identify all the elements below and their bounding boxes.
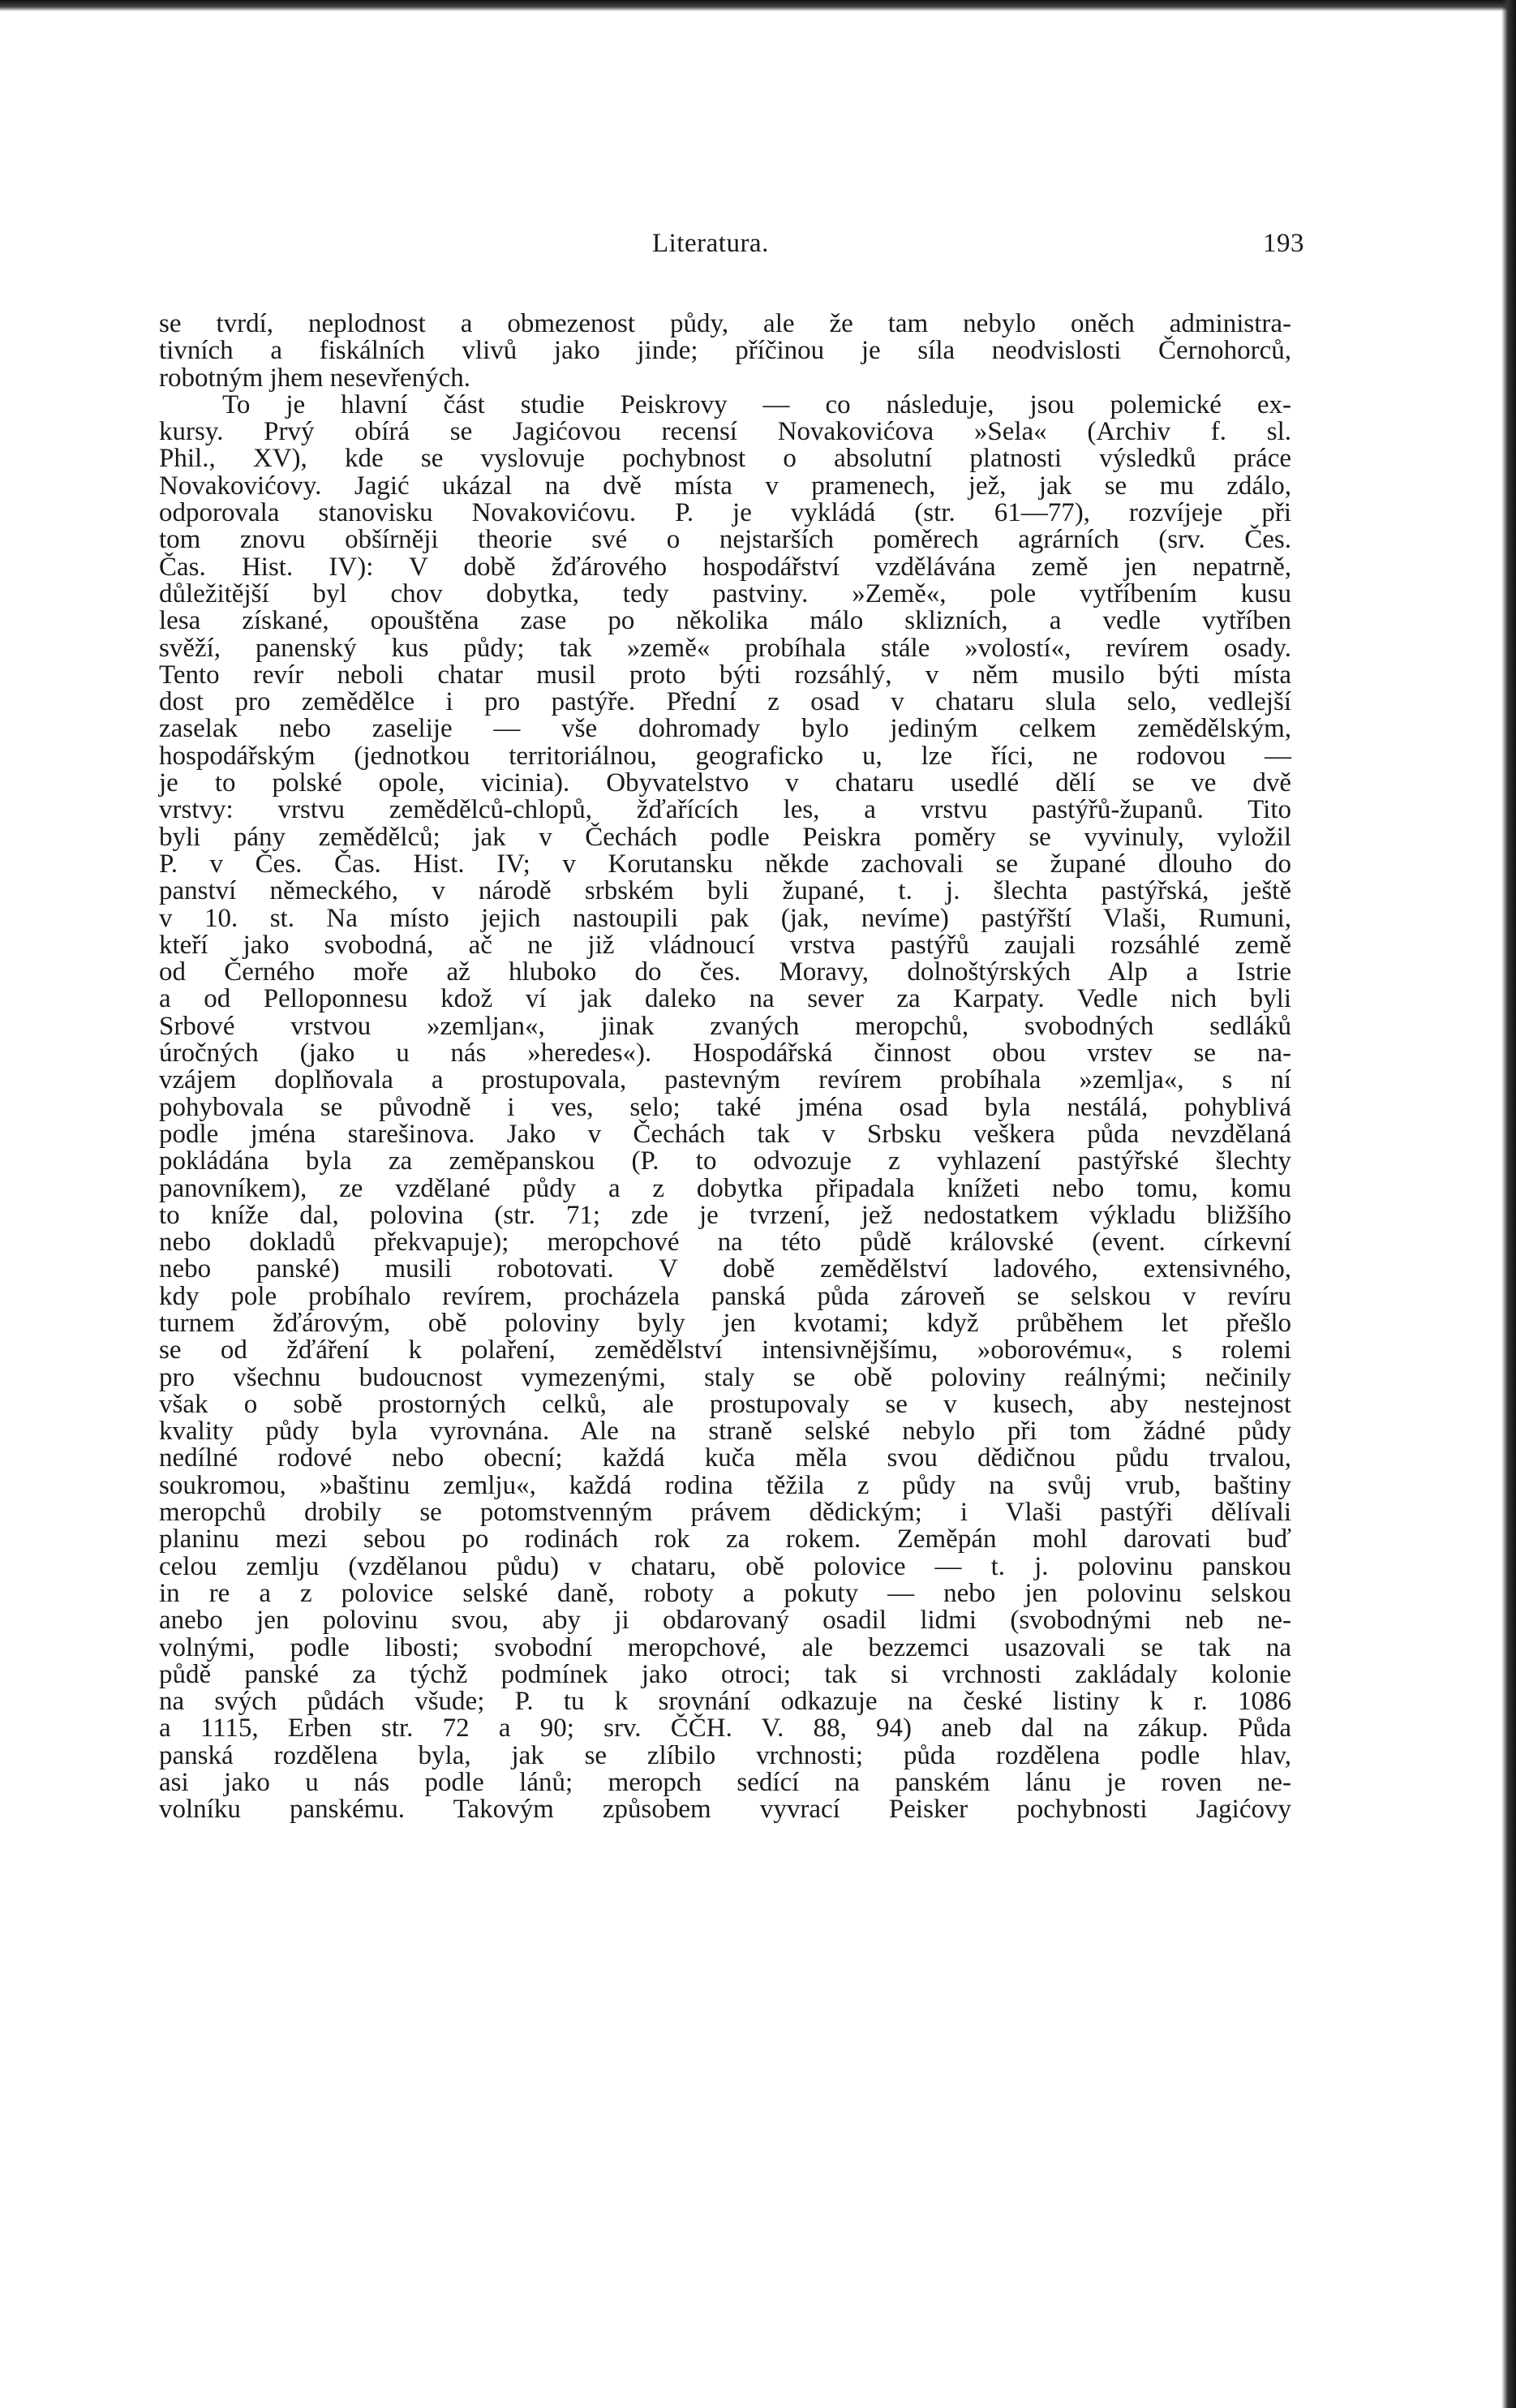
text-line: kursy. Prvý obírá se Jagićovou recensí Novakovićova »Sela« (Archiv f. sl.	[159, 417, 1291, 447]
text-line: kteří jako svobodná, ač ne již vládnoucí vrstva pastýřů zaujali rozsáhlé země	[159, 930, 1291, 960]
text-line: in re a z polovice selské daně, roboty a pokuty — nebo jen polovinu selskou	[159, 1578, 1291, 1608]
text-line: volnými, podle libosti; svobodní meropchové, ale bezzemci usazovali se tak na	[159, 1632, 1291, 1662]
text-line: nebo dokladů překvapuje); meropchové na této půdě královské (event. církevní	[159, 1228, 1291, 1258]
text-line: lesa získané, opouštěna zase po několika málo sklizních, a vedle vytříben	[159, 606, 1291, 636]
text-line: pohybovala se původně i ves, selo; také jména osad byla nestálá, pohyblivá	[159, 1092, 1291, 1122]
text-line: však o sobě prostorných celků, ale prostupovaly se v kusech, aby nestejnost	[159, 1389, 1291, 1419]
text-line: byli pány zemědělců; jak v Čechách podle Peiskra poměry se vyvinuly, vyložil	[159, 822, 1291, 852]
text-line: od Černého moře až hluboko do čes. Moravy, dolnoštýrských Alp a Istrie	[159, 957, 1291, 987]
text-line: úročných (jako u nás »heredes«). Hospodářská činnost obou vrstev se na-	[159, 1038, 1291, 1069]
text-line: kvality půdy byla vyrovnána. Ale na straně selské nebylo při tom žádné půdy	[159, 1417, 1291, 1447]
scan-edge-top	[0, 0, 1516, 11]
text-line: panství německého, v národě srbském byli župané, t. j. šlechta pastýřská, ještě	[159, 876, 1291, 906]
text-line: to kníže dal, polovina (str. 71; zde je tvrzení, jež nedostatkem výkladu bližšího	[159, 1200, 1291, 1230]
text-line: na svých půdách všude; P. tu k srovnání odkazuje na české listiny k r. 1086	[159, 1687, 1291, 1717]
text-line: meropchů drobily se potomstvenným právem dědickým; i Vlaši pastýři dělívali	[159, 1498, 1291, 1528]
text-line: asi jako u nás podle lánů; meropch sedící na panském lánu je roven ne-	[159, 1768, 1291, 1798]
text-line: nedílné rodové nebo obecní; každá kuča měla svou dědičnou půdu trvalou,	[159, 1443, 1291, 1473]
text-line: dost pro zemědělce i pro pastýře. Přední z osad v chataru slula selo, vedlejší	[159, 687, 1291, 717]
text-line: Srbové vrstvou »zemljan«, jinak zvaných meropchů, svobodných sedláků	[159, 1011, 1291, 1041]
body-text	[159, 311, 1291, 1851]
text-line: vzájem doplňovala a prostupovala, pastevným revírem probíhala »zemlja«, s ní	[159, 1065, 1291, 1095]
text-line: tom znovu obšírněji theorie své o nejstarších poměrech agrárních (srv. Čes.	[159, 525, 1291, 555]
text-line: robotným jhem nesevřených.	[159, 363, 470, 393]
text-line: zaselak nebo zaselije — vše dohromady bylo jediným celkem zemědělským,	[159, 714, 1291, 744]
text-line: panská rozdělena byla, jak se zlíbilo vrchnosti; půda rozdělena podle hlav,	[159, 1740, 1291, 1770]
text-line: podle jména starešinova. Jako v Čechách tak v Srbsku veškera půda nevzdělaná	[159, 1119, 1291, 1149]
text-line: kdy pole probíhalo revírem, procházela panská půda zároveň se selskou v revíru	[159, 1281, 1291, 1311]
text-line: nebo panské) musili robotovati. V době zemědělství ladového, extensivného,	[159, 1254, 1291, 1284]
text-line: volníku panskému. Takovým způsobem vyvrací Peisker pochybnosti Jagićovy	[159, 1795, 1291, 1825]
text-line: důležitější byl chov dobytka, tedy pastviny. »Země«, pole vytříbením kusu	[159, 578, 1291, 608]
text-line: P. v Čes. Čas. Hist. IV; v Korutansku někde zachovali se župané dlouho do	[159, 849, 1291, 879]
running-title: Literatura.	[652, 229, 769, 258]
text-line: pokládána byla za zeměpanskou (P. to odvozuje z vyhlazení pastýřské šlechty	[159, 1146, 1291, 1176]
text-line: panovníkem), ze vzdělané půdy a z dobytka připadala knížeti nebo tomu, komu	[159, 1173, 1291, 1203]
text-line: Tento revír neboli chatar musil proto býti rozsáhlý, v něm musilo býti místa	[159, 660, 1291, 690]
text-line: v 10. st. Na místo jejich nastoupili pak (jak, nevíme) pastýřští Vlaši, Rumuni,	[159, 903, 1291, 933]
text-line: a od Pelloponnesu kdož ví jak daleko na sever za Karpaty. Vedle nich byli	[159, 984, 1291, 1014]
page-number: 193	[1263, 229, 1304, 258]
text-line: turnem žďárovým, obě poloviny byly jen kvotami; když průběhem let přešlo	[159, 1308, 1291, 1338]
text-line: odporovala stanovisku Novakovićovu. P. je vykládá (str. 61—77), rozvíjeje při	[159, 498, 1291, 528]
text-line: Phil., XV), kde se vyslovuje pochybnost o absolutní platnosti výsledků práce	[159, 444, 1291, 474]
text-line: a 1115, Erben str. 72 a 90; srv. ČČH. V. 88, 94) aneb dal na zákup. Půda	[159, 1714, 1291, 1744]
text-line: půdě panské za týchž podmínek jako otroci; tak si vrchnosti zakládaly kolonie	[159, 1659, 1291, 1689]
text-line: planinu mezi sebou po rodinách rok za rokem. Zeměpán mohl darovati buď	[159, 1524, 1291, 1554]
text-line: vrstvy: vrstvu zemědělců-chlopů, žďařících les, a vrstvu pastýřů-županů. Tito	[159, 795, 1291, 825]
text-line: svěží, panenský kus půdy; tak »země« probíhala stále »volostí«, revírem osady.	[159, 633, 1291, 663]
text-line: tivních a fiskálních vlivů jako jinde; příčinou je síla neodvislosti Černohorců,	[159, 336, 1291, 366]
text-line: se tvrdí, neplodnost a obmezenost půdy, ale že tam nebylo oněch administra-	[159, 309, 1291, 338]
text-line: Novakovićovy. Jagić ukázal na dvě místa v pramenech, jež, jak se mu zdálo,	[159, 471, 1291, 501]
text-line	[159, 1824, 1291, 1851]
text-line: hospodářským (jednotkou territoriálnou, geograficko u, lze říci, ne rodovou —	[159, 741, 1291, 771]
text-line: je to polské opole, vicinia). Obyvatelstvo v chataru usedlé dělí se ve dvě	[159, 768, 1291, 798]
text-line: Čas. Hist. IV): V době žďárového hospodářství vzdělávána země jen nepatrně,	[159, 552, 1291, 582]
text-line: To je hlavní část studie Peiskrovy — co následuje, jsou polemické ex-	[222, 389, 1291, 419]
page-header	[652, 229, 1304, 269]
text-line: anebo jen polovinu svou, aby ji obdarovaný osadil lidmi (svobodnými neb ne-	[159, 1606, 1291, 1636]
text-line: pro všechnu budoucnost vymezenými, staly se obě poloviny reálnými; nečinily	[159, 1362, 1291, 1392]
scan-edge-right	[1501, 0, 1516, 2408]
text-line: celou zemlju (vzdělanou půdu) v chataru, obě polovice — t. j. polovinu panskou	[159, 1551, 1291, 1581]
text-line: soukromou, »baštinu zemlju«, každá rodina těžila z půdy na svůj vrub, baštiny	[159, 1470, 1291, 1500]
text-line: se od žďáření k polaření, zemědělství intensivnějšímu, »oborovému«, s rolemi	[159, 1335, 1291, 1365]
